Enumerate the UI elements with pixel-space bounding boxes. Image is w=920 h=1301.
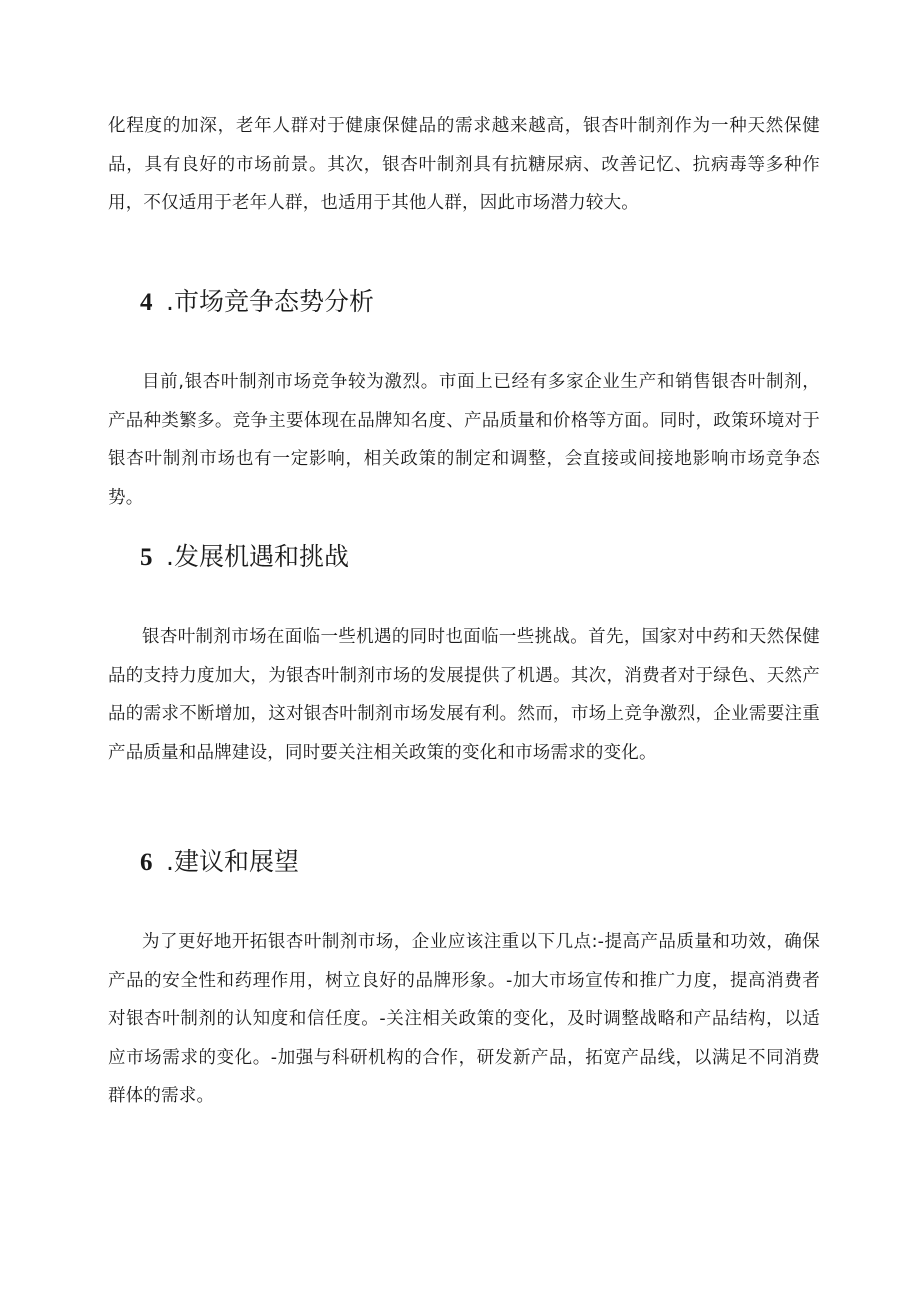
section-title: .建议和展望	[166, 847, 299, 876]
section-title: .发展机遇和挑战	[166, 542, 349, 571]
section-heading-6	[140, 846, 299, 879]
intro-paragraph: 化程度的加深，老年人群对于健康保健品的需求越来越高，银杏叶制剂作为一种天然保健品，具有良好的市场前景。其次，银杏叶制剂具有抗糖尿病、改善记忆、抗病毒等多种作用，不仅适用于老年人群，也适用于其他人群，因此市场潜力较大。	[108, 116, 820, 213]
section-heading-4	[140, 286, 374, 319]
section-body-4: 目前,银杏叶制剂市场竞争较为激烈。市面上已经有多家企业生产和销售银杏叶制剂，产品种类繁多。竞争主要体现在品牌知名度、产品质量和价格等方面。同时，政策环境对于银杏叶制剂市场也有一定影响，相关政策的制定和调整，会直接或间接地影响市场竞争态势。	[108, 372, 820, 508]
section-number: 5	[140, 544, 153, 571]
section-number: 4	[140, 289, 153, 316]
section-body-6: 为了更好地开拓银杏叶制剂市场，企业应该注重以下几点:-提高产品质量和功效，确保产品的安全性和药理作用，树立良好的品牌形象。-加大市场宣传和推广力度，提高消费者对银杏叶制剂的认知度和信任度。-关注相关政策的变化，及时调整战略和产品结构，以适应市场需求的变化。-加强与科研机构的合作，研发新产品，拓宽产品线，以满足不同消费群体的需求。	[108, 932, 820, 1106]
section-body-5: 银杏叶制剂市场在面临一些机遇的同时也面临一些挑战。首先，国家对中药和天然保健品的支持力度加大，为银杏叶制剂市场的发展提供了机遇。其次，消费者对于绿色、天然产品的需求不断增加，这对银杏叶制剂市场发展有利。然而，市场上竞争激烈，企业需要注重产品质量和品牌建设，同时要关注相关政策的变化和市场需求的变化。	[108, 627, 820, 763]
section-title: .市场竞争态势分析	[166, 287, 374, 316]
section-heading-5	[140, 541, 349, 574]
section-number: 6	[140, 849, 153, 876]
